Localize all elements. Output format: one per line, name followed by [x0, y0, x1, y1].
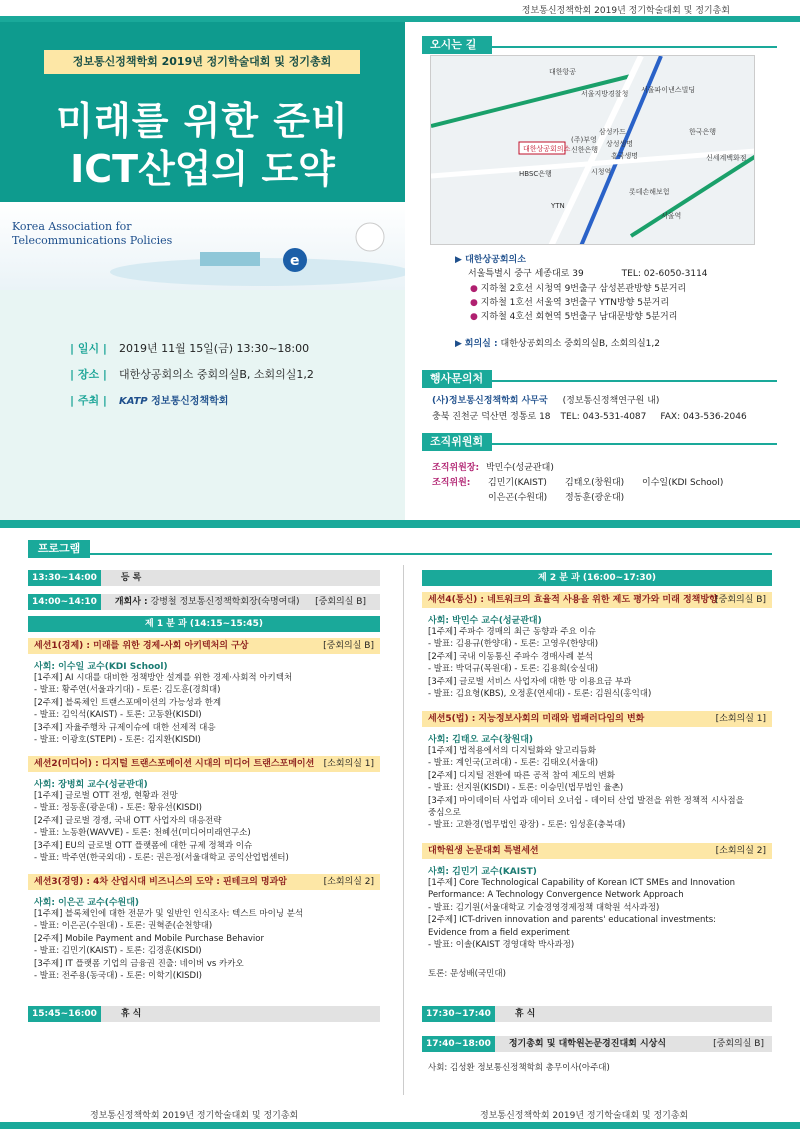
map-label-8: 흥국생명: [611, 152, 639, 160]
map-label-1: 서울파이낸스빌딩: [641, 86, 696, 94]
dot-icon: ●: [470, 298, 481, 308]
map-label-6: 신한은행: [571, 146, 599, 154]
s2-line-4: [3주제] EU의 글로벌 OTT 플랫폼에 대한 규제 정책과 이슈: [34, 841, 253, 851]
inquiry-org-line: [432, 393, 659, 406]
session6-chair: 사회: 김민기 교수(KAIST): [428, 867, 537, 877]
session1-chair: 사회: 이수일 교수(KDI School): [34, 662, 168, 672]
host-row: [70, 392, 228, 408]
map-label-15: 서울역: [661, 212, 682, 220]
session6-room: [소회의실 2]: [715, 846, 766, 856]
rooms-value: 대한상공회의소 중회의실B, 소회의실1,2: [500, 339, 660, 349]
map-label-2: 서울지방경찰청: [581, 90, 629, 98]
s2-line-1: - 발표: 정동훈(광운대) - 토론: 황유선(KISDI): [34, 803, 202, 813]
part2-heading: 제 2 분 과 (16:00~17:30): [422, 570, 772, 586]
rooms-label: 회의실 :: [464, 339, 498, 349]
session4-title: 세션4(통신) : 네트워크의 효율적 사용을 위한 제도 평가와 미래 정책방향: [428, 595, 718, 605]
s1-line-1: - 발표: 황주연(서울과기대) - 토론: 김도훈(경희대): [34, 685, 221, 695]
session4-room: [중회의실 B]: [715, 595, 766, 605]
open-label: 개회사 :: [114, 597, 148, 607]
s1-line-4: [3주제] 자율주행차 규제이슈에 대한 선제적 대응: [34, 723, 216, 733]
reg-time: 13:30~14:00: [28, 570, 101, 586]
s4-line-5: - 발표: 김요형(KBS), 오정훈(연세대) - 토론: 김원식(홍익대): [428, 689, 652, 699]
directions-heading: 오시는 길: [422, 36, 492, 54]
place-row: [70, 366, 314, 382]
session3-chair: 사회: 이은곤 교수(수원대): [34, 898, 140, 908]
session2-bar: [28, 756, 380, 772]
break1-label: 휴 식: [120, 1009, 142, 1019]
committee-rule: [492, 443, 777, 445]
inquiry-org-note: (정보통신정책연구원 내): [562, 396, 660, 406]
s1-line-5: - 발표: 이광호(STEPI) - 토론: 김지환(KISDI): [34, 735, 201, 745]
inquiry-fax: FAX: 043-536-2046: [660, 412, 747, 422]
s6-discussant: 토론: 문성배(국민대): [428, 969, 506, 979]
s3-line-4: [3주제] IT 플랫폼 기업의 금융권 진출: 네이버 vs 카카오: [34, 959, 244, 969]
map-label-0: 대한항공: [549, 68, 577, 76]
s5-line-5: 중심으로: [428, 808, 461, 818]
top-bar: [0, 0, 800, 22]
triangle-icon: ▶: [455, 255, 466, 265]
rooms-line: [455, 336, 660, 349]
opening-row: [28, 594, 380, 610]
session2-room: [소회의실 1]: [323, 759, 374, 769]
session5-title: 세션5(법) : 지능정보사회의 미래와 법패러다임의 변화: [428, 714, 645, 724]
session3-title: 세션3(경영) : 4차 산업시대 비즈니스의 도약 : 핀테크의 명과암: [34, 877, 287, 887]
column-divider: [403, 565, 404, 1095]
svg-text:e: e: [290, 253, 300, 269]
map-label-4: 삼성카드: [599, 128, 627, 136]
triangle-icon: ▶: [455, 339, 465, 349]
committee-chair: 박민수(성균관대): [485, 463, 554, 473]
s5-line-2: [2주제] 디지털 전환에 따른 공적 참여 제도의 변화: [428, 771, 615, 781]
s3-line-3: - 발표: 김민기(KAIST) - 토론: 김경훈(KISDI): [34, 946, 202, 956]
committee-member-2: 김태오(창원대): [565, 478, 625, 488]
directions-rule: [492, 46, 777, 48]
break2-label: 휴 식: [514, 1009, 536, 1019]
s6-line-0: [1주제] Core Technological Capability of Korean ICT SMEs and Innovation: [428, 878, 736, 888]
committee-member-1: 김민기(KAIST): [488, 478, 547, 488]
session5-chair: 사회: 김태오 교수(창원대): [428, 735, 534, 745]
inquiry-contact-line: [432, 409, 747, 422]
address-line: [468, 266, 708, 279]
committee-members-label: 조직위원:: [432, 478, 471, 488]
venue-line: [455, 252, 526, 265]
inquiry-address: 충북 진천군 덕산면 정통로 18: [432, 412, 551, 422]
break2-row: [422, 1006, 772, 1022]
location-map: [430, 55, 755, 245]
map-label-9: 신세계백화점: [706, 154, 747, 162]
route-2-text: 지하철 1호선 서울역 3번출구 YTN방향 5분거리: [480, 298, 670, 308]
s4-line-0: [1주제] 주파수 경매의 최근 동향과 주요 이슈: [428, 627, 596, 637]
committee-member-3: 이수일(KDI School): [642, 478, 724, 488]
close-time: 17:40~18:00: [422, 1036, 495, 1052]
s3-line-5: - 발표: 전주용(동국대) - 토론: 이학기(KISDI): [34, 971, 202, 981]
dot-icon: ●: [470, 284, 481, 294]
map-label-12: 대한상공회의소: [523, 145, 571, 153]
committee-member-5: 정동훈(광운대): [565, 493, 625, 503]
host-label: | 주최 |: [70, 394, 107, 407]
committee-member-4: 이은곤(수원대): [488, 493, 548, 503]
s4-line-2: [2주제] 국내 이동통신 주파수 경매사례 분석: [428, 652, 594, 662]
session6-bar: [422, 843, 772, 859]
reg-label: 등 록: [120, 573, 142, 583]
date-label: | 일시 |: [70, 342, 107, 355]
s3-line-0: [1주제] 블록체인에 대한 전문가 및 일반인 인식조사: 텍스트 마이닝 분석: [34, 909, 304, 919]
map-label-3: 한국은행: [689, 128, 717, 136]
route-2: [470, 295, 669, 308]
hero-title-line1: 미래를 위한 준비: [56, 99, 349, 143]
date-row: [70, 340, 309, 356]
closing-row: [422, 1036, 772, 1052]
s5-line-1: - 발표: 계인국(고려대) - 토론: 김태오(서울대): [428, 758, 599, 768]
session5-room: [소회의실 1]: [715, 714, 766, 724]
s6-line-5: - 발표: 이솔(KAIST 경영대학 박사과정): [428, 940, 575, 950]
venue-tel: TEL: 02-6050-3114: [621, 269, 708, 279]
s5-line-4: [3주제] 마이데이터 사업과 데이터 오너쉽 - 데이터 산업 발전을 위한 정책적 시사점을: [428, 796, 744, 806]
bottom-band: [0, 1122, 800, 1129]
s2-line-3: - 발표: 노동환(WAVVE) - 토론: 천혜선(미디어미래연구소): [34, 828, 251, 838]
route-3: [470, 309, 677, 322]
s5-line-6: - 발표: 고환경(법무법인 광장) - 토론: 임성훈(충북대): [428, 820, 626, 830]
s6-line-2: - 발표: 김기원(서울대학교 기술경영경제정책 대학원 석사과정): [428, 903, 660, 913]
s3-line-2: [2주제] Mobile Payment and Mobile Purchase Behavior: [34, 934, 264, 944]
route-3-text: 지하철 4호선 회현역 5번출구 남대문방향 5분거리: [480, 312, 678, 322]
session2-chair: 사회: 장병희 교수(성균관대): [34, 780, 148, 790]
map-label-10: HBSC은행: [519, 170, 552, 178]
session5-bar: [422, 711, 772, 727]
hero-title-line2: ICT산업의 도약: [70, 147, 335, 191]
session4-bar: [422, 592, 772, 608]
footer-right: 정보통신정책학회 2019년 정기학술대회 및 정기총회: [480, 1111, 689, 1121]
map-label-5: (주)부영: [571, 136, 597, 144]
host-value: 정보통신정책학회: [151, 396, 229, 407]
session3-room: [소회의실 2]: [323, 877, 374, 887]
divider-band: [0, 520, 800, 528]
session2-title: 세션2(미디어) : 디지털 트랜스포메이션 시대의 미디어 트랜스포메이션: [34, 759, 315, 769]
route-1: [470, 281, 686, 294]
program-rule: [90, 553, 772, 555]
s6-line-3: [2주제] ICT-driven innovation and parents' educational investments:: [428, 915, 717, 925]
map-label-7: 상성생명: [606, 140, 634, 148]
break2-time: 17:30~17:40: [422, 1006, 495, 1022]
session6-title: 대학원생 논문대회 특별세션: [428, 846, 539, 856]
org-en-line1: Korea Association for: [12, 220, 132, 233]
date-value: 2019년 11월 15일(금) 13:30~18:00: [118, 342, 310, 355]
hero-subtitle: 정보통신정책학회 2019년 정기학술대회 및 정기총회: [44, 50, 360, 74]
s2-line-0: [1주제] 글로벌 OTT 전쟁, 현황과 전망: [34, 791, 178, 801]
venue-address: 서울특별시 중구 세종대로 39: [468, 269, 584, 279]
org-en-line2: Telecommunications Policies: [12, 234, 173, 247]
place-value: 대한상공회의소 중회의실B, 소회의실1,2: [118, 368, 314, 381]
s6-line-4: Evidence from a field experiment: [428, 928, 570, 938]
inquiry-heading: 행사문의처: [422, 370, 492, 388]
place-label: | 장소 |: [70, 368, 107, 381]
inquiry-org: (사)정보통신정책학회 사무국: [432, 396, 548, 406]
s2-line-2: [2주제] 글로벌 경쟁, 국내 OTT 사업자의 대응전략: [34, 816, 222, 826]
s1-line-3: - 발표: 김익석(KAIST) - 토론: 고동환(KISDI): [34, 710, 202, 720]
s5-line-3: - 발표: 선지원(KISDI) - 토론: 이승민(법무법인 율촌): [428, 783, 624, 793]
s1-line-2: [2주제] 블록체인 트랜스포메이션의 가능성과 한계: [34, 698, 222, 708]
host-logo: KATP: [118, 396, 148, 407]
committee-chair-line: [432, 460, 554, 473]
s4-line-3: - 발표: 박덕규(목원대) - 토론: 김용희(숭실대): [428, 664, 599, 674]
venue-name: 대한상공회의소: [465, 255, 526, 265]
s4-line-1: - 발표: 김용규(한양대) - 토론: 고영우(한양대): [428, 639, 599, 649]
open-room: [중회의실 B]: [315, 597, 366, 607]
session1-bar: [28, 638, 380, 654]
map-label-13: 롯데손해보험: [629, 188, 670, 196]
session3-bar: [28, 874, 380, 890]
committee-chair-label: 조직위원장:: [432, 463, 480, 473]
committee-heading: 조직위원회: [422, 433, 492, 451]
s3-line-1: - 발표: 이은곤(수원대) - 토론: 권혁준(순천향대): [34, 921, 213, 931]
inquiry-tel: TEL: 043-531-4087: [560, 412, 647, 422]
open-time: 14:00~14:10: [28, 594, 101, 610]
break1-row: [28, 1006, 380, 1022]
close-chair: 사회: 김성환 정보통신정책학회 총무이사(아주대): [428, 1063, 610, 1073]
s2-line-5: - 발표: 박주연(한국외대) - 토론: 권은정(서울대학교 공익산업법센터): [34, 853, 289, 863]
session4-chair: 사회: 박민수 교수(성균관대): [428, 616, 542, 626]
open-text: 강병철 정보통신정책학회장(숙명여대): [150, 597, 300, 607]
map-label-14: YTN: [551, 202, 565, 210]
session1-title: 세션1(경제) : 미래를 위한 경제-사회 아키텍처의 구상: [34, 641, 249, 651]
session1-room: [중회의실 B]: [323, 641, 374, 651]
s6-line-1: Performance: A Technology Convergence Network Approach: [428, 890, 684, 900]
s5-line-0: [1주제] 법적용에서의 디지털화와 알고리듬화: [428, 746, 596, 756]
s4-line-4: [3주제] 글로벌 서비스 사업자에 대한 망 이용요금 부과: [428, 677, 632, 687]
route-1-text: 지하철 2호선 시청역 9번출구 삼성본관방향 5분거리: [480, 284, 687, 294]
dot-icon: ●: [470, 312, 481, 322]
org-english-name: [12, 220, 172, 248]
program-heading: 프로그램: [28, 540, 90, 558]
footer-left: 정보통신정책학회 2019년 정기학술대회 및 정기총회: [90, 1111, 299, 1121]
close-label: 정기총회 및 대학원논문경진대회 시상식: [508, 1039, 667, 1049]
part1-heading: 제 1 분 과 (14:15~15:45): [28, 616, 380, 632]
s1-line-0: [1주제] AI 시대를 대비한 정책방안 설계를 위한 경제·사회적 아키텍처: [34, 673, 293, 683]
close-room: [중회의실 B]: [713, 1039, 764, 1049]
registration-row: [28, 570, 380, 586]
break1-time: 15:45~16:00: [28, 1006, 101, 1022]
inquiry-rule: [492, 380, 777, 382]
map-label-11: 시청역: [591, 168, 612, 176]
map-graphic: [431, 56, 755, 245]
running-title: 정보통신정책학회 2019년 정기학술대회 및 정기총회: [521, 6, 730, 16]
